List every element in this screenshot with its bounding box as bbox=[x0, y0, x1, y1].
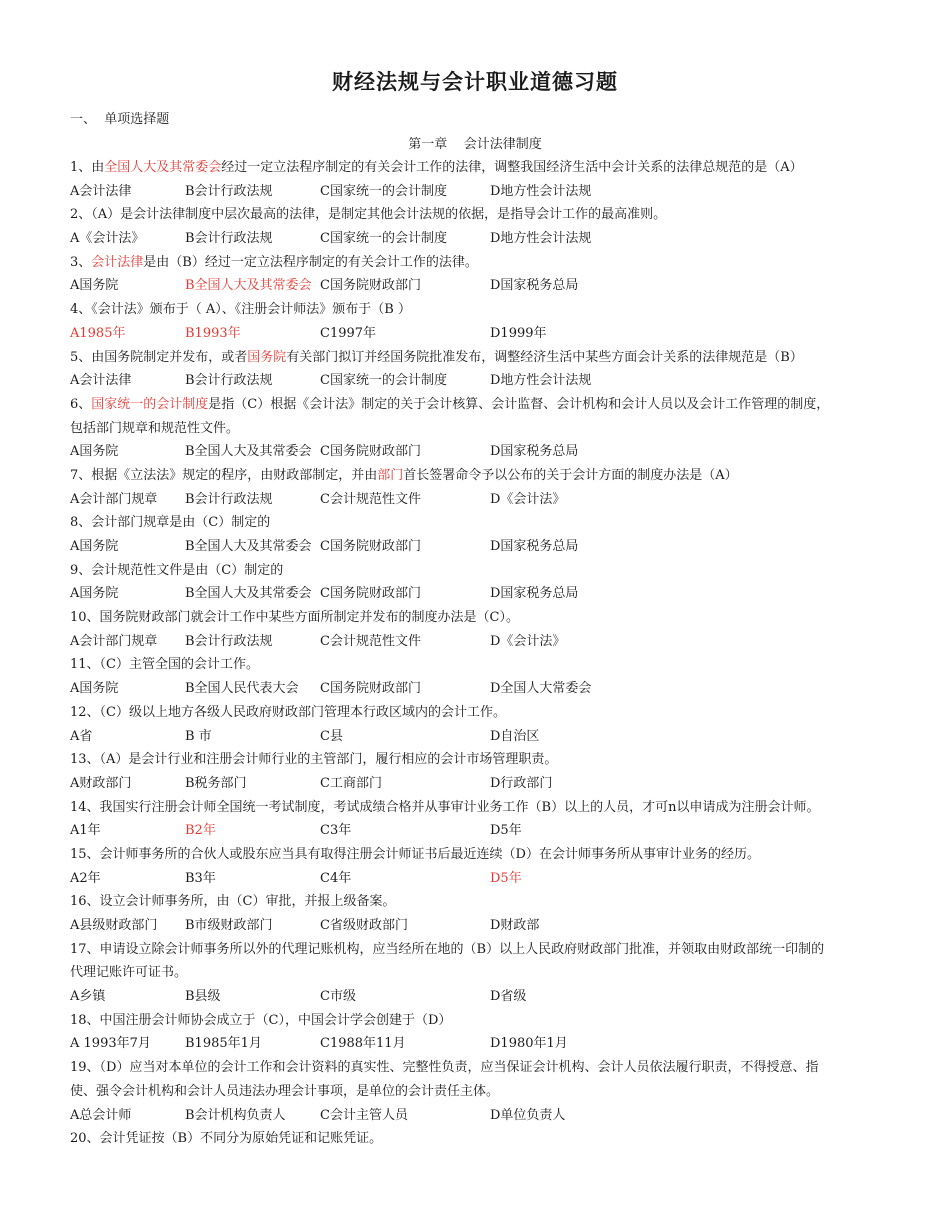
answer-option-c: C国务院财政部门 bbox=[320, 444, 421, 460]
question-text-continued: 包括部门规章和规范性文件。 bbox=[70, 420, 240, 436]
answer-options bbox=[70, 582, 885, 606]
question-fragment: 11、（C）主管全国的会计工作。 bbox=[70, 657, 259, 673]
answer-option-a: A国务院 bbox=[70, 278, 119, 294]
answer-option-c: C国家统一的会计制度 bbox=[320, 231, 447, 247]
answer-option-b: B会计行政法规 bbox=[185, 491, 273, 507]
highlighted-term: 国家统一的会计制度 bbox=[91, 396, 209, 412]
answer-option-b: B1993年 bbox=[185, 325, 241, 341]
answer-option-b: B全国人民代表大会 bbox=[185, 681, 299, 697]
answer-option-b: B全国人大及其常委会 bbox=[185, 278, 312, 294]
question-text bbox=[70, 938, 885, 962]
question-fragment: 9、会计规范性文件是由（C）制定的 bbox=[70, 562, 284, 578]
answer-option-c: C会计规范性文件 bbox=[320, 491, 421, 507]
answer-option-a: A2年 bbox=[70, 870, 101, 886]
question-text bbox=[70, 606, 885, 630]
question-fragment: 20、会计凭证按（B）不同分为原始凭证和记账凭证。 bbox=[70, 1131, 383, 1147]
question-list bbox=[70, 156, 885, 1151]
question-fragment: 是指（C）根据《会计法》制定的关于会计核算、会计监督、会计机构和会计人员以及会计工作管理的制度， bbox=[208, 396, 830, 412]
answer-option-d: D1980年1月 bbox=[490, 1036, 568, 1052]
question-fragment: 是由（B）经过一定立法程序制定的有关会计工作的法律。 bbox=[143, 254, 478, 270]
answer-option-d: D全国人大常委会 bbox=[490, 681, 592, 697]
answer-option-b: B税务部门 bbox=[185, 775, 247, 791]
question-text bbox=[70, 464, 885, 488]
question-fragment: 16、设立会计师事务所，由（C）审批，并报上级备案。 bbox=[70, 894, 396, 910]
question-fragment: 19、（D）应当对本单位的会计工作和会计资料的真实性、完整性负责，应当保证会计机构、会计人员依法履行职责，不得授意、指 bbox=[70, 1060, 819, 1076]
answer-options bbox=[70, 819, 885, 843]
answer-option-b: B3年 bbox=[185, 870, 216, 886]
answer-option-a: A1985年 bbox=[70, 325, 126, 341]
question-text bbox=[70, 203, 885, 227]
answer-options bbox=[70, 1032, 885, 1056]
question-fragment: 8、会计部门规章是由（C）制定的 bbox=[70, 515, 271, 531]
question-fragment: 4、《会计法》颁布于（ A）、《注册会计师法》颁布于（B ） bbox=[70, 302, 411, 318]
question-fragment: 14、我国实行注册会计师全国统一考试制度，考试成绩合格并从事审计业务工作（B）以上的人员，才可n以申请成为注册会计师。 bbox=[70, 799, 820, 815]
answer-option-b: B会计机构负责人 bbox=[185, 1107, 286, 1123]
question-text bbox=[70, 1056, 885, 1080]
answer-option-a: A会计部门规章 bbox=[70, 633, 158, 649]
answer-option-d: D省级 bbox=[490, 989, 527, 1005]
answer-options bbox=[70, 322, 885, 346]
answer-option-c: C1988年11月 bbox=[320, 1036, 406, 1052]
answer-option-c: C4年 bbox=[320, 870, 352, 886]
answer-option-d: D地方性会计法规 bbox=[490, 231, 592, 247]
answer-options bbox=[70, 985, 885, 1009]
answer-option-b: B会计行政法规 bbox=[185, 373, 273, 389]
answer-option-d: D国家税务总局 bbox=[490, 278, 579, 294]
answer-option-a: A总会计师 bbox=[70, 1107, 132, 1123]
question-text bbox=[70, 1127, 885, 1151]
highlighted-term: 部门 bbox=[377, 467, 404, 483]
question-text bbox=[70, 156, 885, 180]
answer-option-c: C会计规范性文件 bbox=[320, 633, 421, 649]
answer-option-d: D1999年 bbox=[490, 325, 547, 341]
answer-option-d: D《会计法》 bbox=[490, 491, 566, 507]
answer-option-d: D财政部 bbox=[490, 918, 540, 933]
answer-option-b: B会计行政法规 bbox=[185, 231, 273, 247]
answer-option-b: B1985年1月 bbox=[185, 1036, 262, 1052]
answer-option-a: A国务院 bbox=[70, 681, 119, 697]
question-fragment: 3、 bbox=[70, 254, 92, 270]
answer-options bbox=[70, 630, 885, 654]
answer-option-a: A乡镇 bbox=[70, 989, 106, 1005]
answer-option-b: B县级 bbox=[185, 989, 221, 1005]
answer-option-d: D国家税务总局 bbox=[490, 586, 579, 602]
answer-option-b: B市级财政部门 bbox=[185, 918, 273, 933]
answer-option-c: C会计主管人员 bbox=[320, 1107, 408, 1123]
question-fragment: 5、由国务院制定并发布，或者 bbox=[70, 349, 248, 365]
question-fragment: 18、中国注册会计师协会成立于（C），中国会计学会创建于（D） bbox=[70, 1012, 452, 1028]
question-fragment: 7、根据《立法法》规定的程序，由财政部制定，并由 bbox=[70, 467, 378, 483]
highlighted-term: 国务院 bbox=[247, 349, 287, 365]
question-fragment: 15、会计师事务所的合伙人或股东应当具有取得注册会计师证书后最近连续（D）在会计师事务所从事审计业务的经历。 bbox=[70, 846, 760, 862]
question-text bbox=[70, 796, 885, 820]
section-heading: 一、 单项选择题 bbox=[70, 112, 170, 127]
question-text bbox=[70, 890, 885, 914]
question-fragment: 17、申请设立除会计师事务所以外的代理记账机构，应当经所在地的（B）以上人民政府财政部门批准，并领取由财政部统一印制的 bbox=[70, 941, 825, 957]
answer-option-b: B全国人大及其常委会 bbox=[185, 444, 312, 460]
answer-option-d: D5年 bbox=[490, 870, 522, 886]
answer-option-a: A省 bbox=[70, 728, 93, 744]
question-text bbox=[70, 653, 885, 677]
answer-option-a: A国务院 bbox=[70, 586, 119, 602]
answer-options bbox=[70, 867, 885, 891]
question-fragment: 首长签署命令予以公布的关于会计方面的制度办法是（A） bbox=[403, 467, 738, 483]
answer-option-c: C3年 bbox=[320, 823, 352, 839]
answer-option-a: A国务院 bbox=[70, 444, 119, 460]
answer-option-c: C国家统一的会计制度 bbox=[320, 183, 447, 199]
answer-option-d: D自治区 bbox=[490, 728, 540, 744]
question-text bbox=[70, 843, 885, 867]
question-text-continued: 代理记账许可证书。 bbox=[70, 965, 188, 981]
answer-option-a: A财政部门 bbox=[70, 775, 132, 791]
answer-options bbox=[70, 369, 885, 393]
answer-option-c: C国务院财政部门 bbox=[320, 278, 421, 294]
question-fragment: 1、由 bbox=[70, 160, 105, 175]
answer-option-a: A会计部门规章 bbox=[70, 491, 158, 507]
answer-options bbox=[70, 535, 885, 559]
question-text bbox=[70, 346, 885, 370]
answer-option-c: C市级 bbox=[320, 989, 356, 1005]
question-fragment: 6、 bbox=[70, 396, 92, 412]
answer-option-c: C1997年 bbox=[320, 325, 377, 341]
question-text-continued: 使、强令会计机构和会计人员违法办理会计事项，是单位的会计责任主体。 bbox=[70, 1083, 500, 1099]
question-fragment: 13、（A）是会计行业和注册会计师行业的主管部门，履行相应的会计市场管理职责。 bbox=[70, 752, 558, 768]
highlighted-term: 全国人大及其常委会 bbox=[104, 160, 222, 175]
question-text bbox=[70, 701, 885, 725]
question-text bbox=[70, 511, 885, 535]
answer-options bbox=[70, 488, 885, 512]
answer-option-a: A 1993年7月 bbox=[70, 1036, 151, 1052]
answer-option-d: D国家税务总局 bbox=[490, 539, 579, 554]
question-fragment: 2、（A）是会计法律制度中层次最高的法律，是制定其他会计法规的依据，是指导会计工作的最高准则。 bbox=[70, 207, 667, 223]
answer-option-a: A县级财政部门 bbox=[70, 918, 158, 933]
answer-option-d: D5年 bbox=[490, 823, 522, 839]
answer-option-c: C省级财政部门 bbox=[320, 918, 408, 933]
question-text bbox=[70, 748, 885, 772]
answer-option-c: C国务院财政部门 bbox=[320, 586, 421, 602]
highlighted-term: 会计法律 bbox=[91, 254, 144, 270]
answer-options bbox=[70, 772, 885, 796]
question-text bbox=[70, 298, 885, 322]
answer-option-b: B全国人大及其常委会 bbox=[185, 586, 312, 602]
answer-options bbox=[70, 274, 885, 298]
answer-option-d: D国家税务总局 bbox=[490, 444, 579, 460]
answer-options bbox=[70, 180, 885, 204]
chapter-heading: 第一章 会计法律制度 bbox=[408, 137, 542, 152]
document-title: 财经法规与会计职业道德习题 bbox=[332, 70, 618, 94]
question-fragment: 有关部门拟订并经国务院批准发布，调整经济生活中某些方面会计关系的法律规范是（B） bbox=[286, 349, 803, 365]
question-fragment: 10、国务院财政部门就会计工作中某些方面所制定并发布的制度办法是（C）。 bbox=[70, 610, 519, 626]
answer-option-d: D行政部门 bbox=[490, 775, 553, 791]
answer-option-a: A会计法律 bbox=[70, 373, 132, 389]
answer-options bbox=[70, 227, 885, 251]
answer-option-a: A《会计法》 bbox=[70, 231, 145, 247]
answer-option-a: A国务院 bbox=[70, 539, 119, 554]
answer-option-c: C工商部门 bbox=[320, 775, 382, 791]
answer-options bbox=[70, 725, 885, 749]
answer-option-b: B2年 bbox=[185, 823, 216, 839]
answer-option-c: C县 bbox=[320, 728, 343, 744]
answer-option-c: C国家统一的会计制度 bbox=[320, 373, 447, 389]
question-fragment: 经过一定立法程序制定的有关会计工作的法律，调整我国经济生活中会计关系的法律总规范的是（A） bbox=[221, 160, 803, 175]
answer-option-b: B全国人大及其常委会 bbox=[185, 539, 312, 554]
question-text bbox=[70, 1009, 885, 1033]
answer-option-d: D地方性会计法规 bbox=[490, 183, 592, 199]
answer-option-a: A会计法律 bbox=[70, 183, 132, 199]
answer-option-c: C国务院财政部门 bbox=[320, 539, 421, 554]
answer-option-b: B会计行政法规 bbox=[185, 633, 273, 649]
question-text bbox=[70, 393, 885, 417]
answer-option-b: B 市 bbox=[185, 728, 212, 744]
answer-option-d: D单位负责人 bbox=[490, 1107, 566, 1123]
answer-options bbox=[70, 1104, 885, 1128]
answer-option-d: D《会计法》 bbox=[490, 633, 566, 649]
answer-options bbox=[70, 914, 885, 938]
answer-option-b: B会计行政法规 bbox=[185, 183, 273, 199]
answer-option-a: A1年 bbox=[70, 823, 101, 839]
answer-option-d: D地方性会计法规 bbox=[490, 373, 592, 389]
question-fragment: 12、（C）级以上地方各级人民政府财政部门管理本行政区域内的会计工作。 bbox=[70, 704, 506, 720]
answer-option-c: C国务院财政部门 bbox=[320, 681, 421, 697]
question-text bbox=[70, 559, 885, 583]
answer-options bbox=[70, 440, 885, 464]
question-text bbox=[70, 251, 885, 275]
answer-options bbox=[70, 677, 885, 701]
